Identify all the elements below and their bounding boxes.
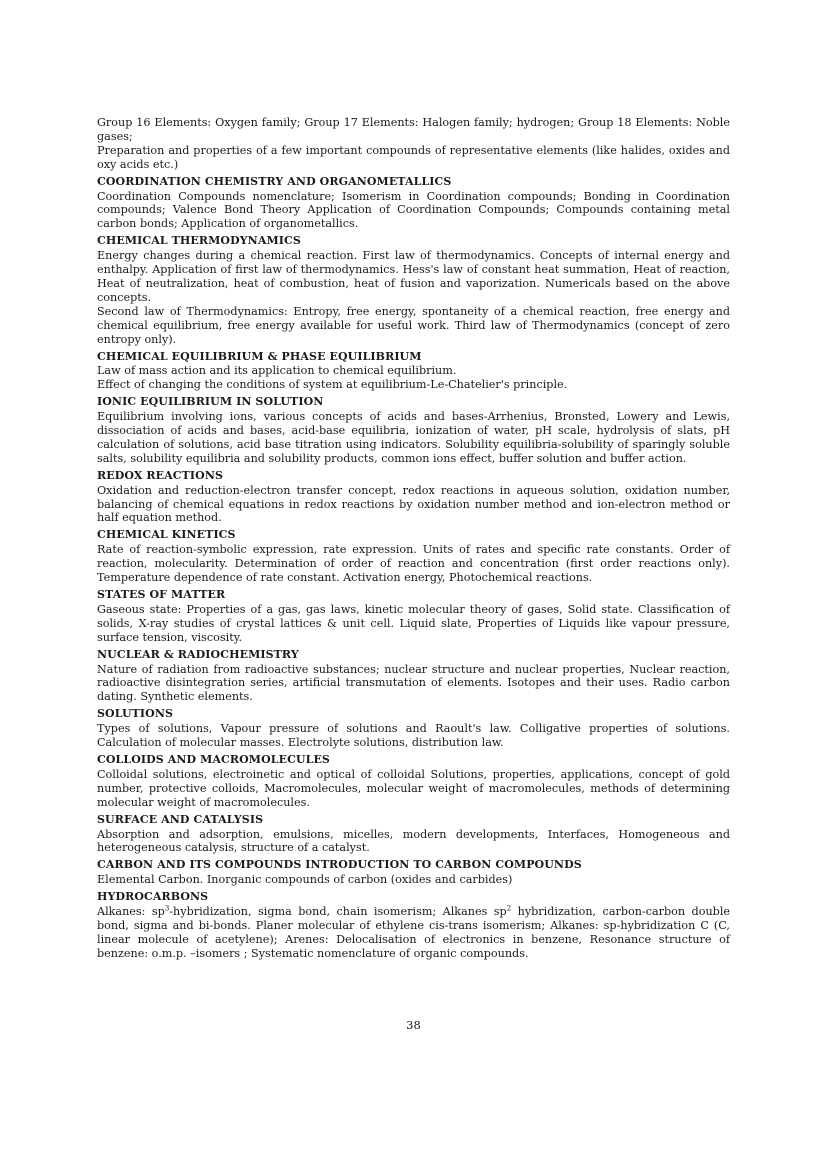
section-heading: CARBON AND ITS COMPOUNDS INTRODUCTION TO CARBON COMPOUNDS xyxy=(97,858,582,872)
section-heading: STATES OF MATTER xyxy=(97,588,226,601)
section-heading: CHEMICAL THERMODYNAMICS xyxy=(97,234,301,248)
sections-container xyxy=(97,175,730,904)
hydrocarbons-paragraph xyxy=(97,905,730,961)
section-paragraph: Coordination Compounds nomenclature; Isomerism in Coordination compounds; Bonding in Coordination compounds; Valence Bond Theory Application of Coordination Compounds; Compounds containing metal carbon bonds; Application of organometallics. xyxy=(97,189,730,231)
text-run: Alkanes: sp xyxy=(97,905,165,919)
section-paragraph: Types of solutions, Vapour pressure of solutions and Raoult's law. Colligative properties of solutions. Calculation of molecular masses. Electrolyte solutions, distribution law. xyxy=(97,722,730,750)
section-heading: IONIC EQUILIBRIUM IN SOLUTION xyxy=(97,395,324,409)
section-paragraph: Gaseous state: Properties of a gas, gas laws, kinetic molecular theory of gases, Solid state. Classification of solids, X-ray studies of crystal lattices & unit cell. Liquid slate, Properties of Liquids like vapour pressure, surface tension, viscosity. xyxy=(97,602,730,644)
page-number: 38 xyxy=(406,1018,421,1032)
intro-paragraph: Preparation and properties of a few important compounds of representative elements (like halides, oxides and oxy acids etc.) xyxy=(97,143,730,171)
section-heading: SURFACE AND CATALYSIS xyxy=(97,812,264,826)
section-paragraph: Elemental Carbon. Inorganic compounds of carbon (oxides and carbides) xyxy=(97,873,513,887)
section-paragraph: Rate of reaction-symbolic expression, rate expression. Units of rates and specific rate constants. Order of reaction, molecularity. Determination of order of reaction and concentration (first order reactions only). Temperature dependence of rate constant. Activation energy, Photochemical reactions. xyxy=(97,543,730,585)
text-run: hybridization, carbon-carbon double bond, sigma and bi-bonds. Planer molecular of ethylene cis-trans isomerism; Alkanes: sp-hybridization C (C, linear molecule of acetylene); Arenes: Delocalisation of electronics in benzene, Resonance structure of benzene: o.m.p. –isomers ; Systematic nomenclature of organic compounds. xyxy=(97,905,731,960)
section-heading: CHEMICAL KINETICS xyxy=(97,528,236,542)
section-paragraph: Absorption and adsorption, emulsions, micelles, modern developments, Interfaces, Homogeneous and heterogeneous catalysis, structure of a catalyst. xyxy=(97,827,730,855)
text-run: -hybridization, sigma bond, chain isomerism; Alkanes sp xyxy=(169,905,507,919)
section-paragraph: Second law of Thermodynamics: Entropy, free energy, spontaneity of a chemical reaction, free energy and chemical equilibrium, free energy available for useful work. Third law of Thermodynamics (concept of zero entropy only). xyxy=(97,304,730,346)
superscript: 2 xyxy=(506,904,512,913)
section-paragraph: Law of mass action and its application to chemical equilibrium. xyxy=(97,364,457,378)
intro-paragraph: Group 16 Elements: Oxygen family; Group 17 Elements: Halogen family; hydrogen; Group 18 Elements: Noble gases; xyxy=(97,116,730,143)
section-heading: COLLOIDS AND MACROMOLECULES xyxy=(97,752,330,766)
section-paragraph: Nature of radiation from radioactive substances; nuclear structure and nuclear properties, Nuclear reaction, radioactive disintegration series, artificial transmutation of elements. Isotopes and their uses. Radio carbon dating. Synthetic elements. xyxy=(97,662,730,704)
section-heading: REDOX REACTIONS xyxy=(97,468,224,482)
superscript: 3 xyxy=(164,904,170,913)
section-heading: CHEMICAL EQUILIBRIUM & PHASE EQUILIBRIUM xyxy=(97,349,422,363)
section-paragraph: Equilibrium involving ions, various concepts of acids and bases-Arrhenius, Bronsted, Lowery and Lewis, dissociation of acids and bases, acid-base equilibria, ionization of water, pH scale, hydrolysis of slats, pH calculation of solutions, acid base titration using indicators. Solubility equilibria-solubility of sparingly soluble salts, solubility equilibria and solubility products, common ions effect, buffer solution and buffer action. xyxy=(97,410,730,465)
document-body xyxy=(97,116,730,961)
section-paragraph: Colloidal solutions, electroinetic and optical of colloidal Solutions, properties, applications, concept of gold number, protective colloids, Macromolecules, molecular weight of macromolecules, methods of determining molecular weight of macromolecules. xyxy=(97,767,730,809)
section-heading: COORDINATION CHEMISTRY AND ORGANOMETALLICS xyxy=(97,174,452,188)
section-paragraph: Effect of changing the conditions of system at equilibrium-Le-Chatelier's principle. xyxy=(97,378,568,392)
section-heading: NUCLEAR & RADIOCHEMISTRY xyxy=(97,647,299,661)
section-paragraph: Energy changes during a chemical reaction. First law of thermodynamics. Concepts of internal energy and enthalpy. Application of first law of thermodynamics. Hess's law of constant heat summation, Heat of reaction, Heat of neutralization, heat of combustion, heat of fusion and vaporization. Numericals based on the above concepts. xyxy=(97,249,730,304)
section-heading: SOLUTIONS xyxy=(97,707,174,721)
section-heading: HYDROCARBONS xyxy=(97,890,209,904)
section-paragraph: Oxidation and reduction-electron transfer concept, redox reactions in aqueous solution, oxidation number, balancing of chemical equations in redox reactions by oxidation number method and ion-electron method or half equation method. xyxy=(97,483,730,525)
